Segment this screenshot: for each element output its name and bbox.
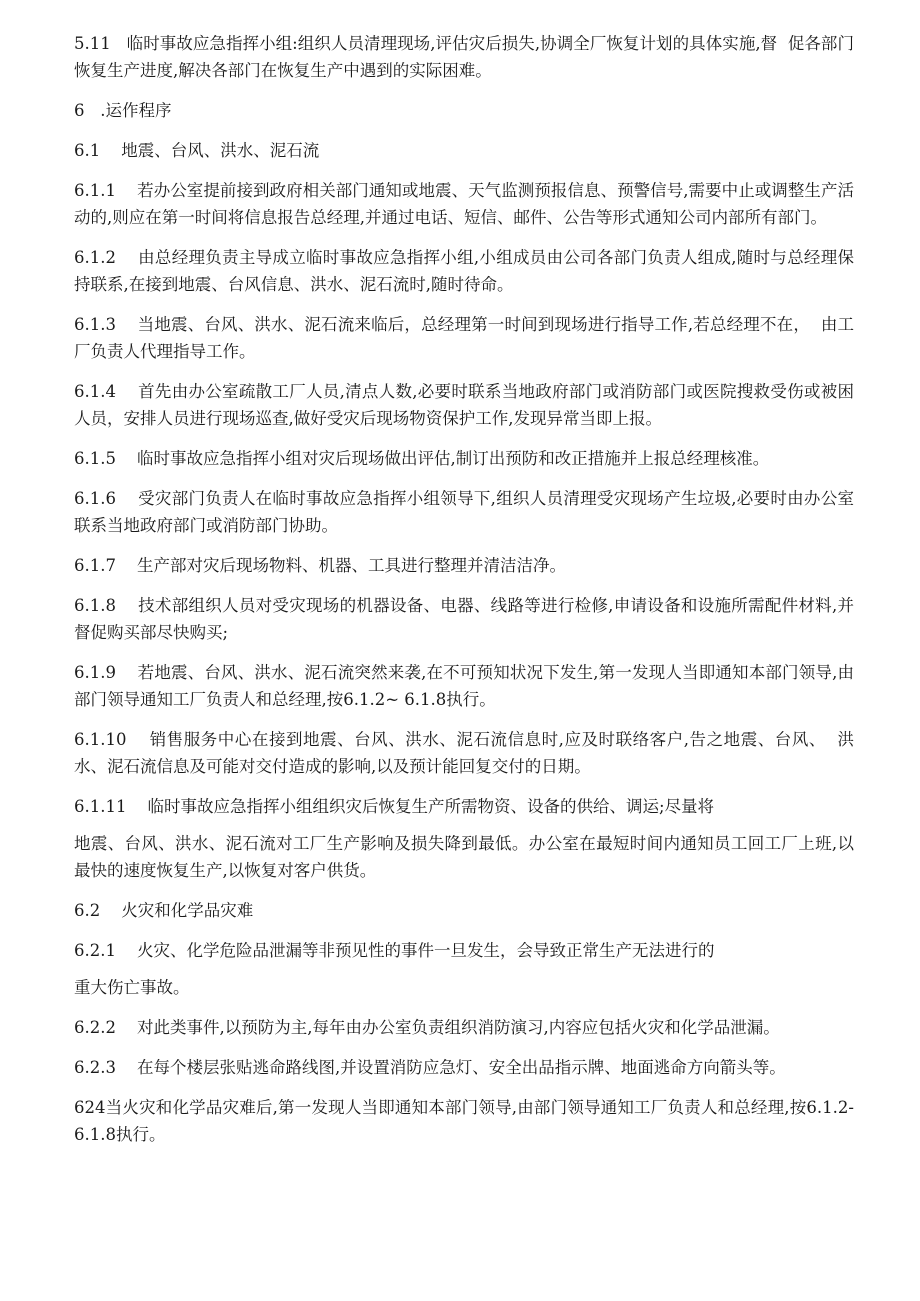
paragraph-6-1-8: 6.1.8 技术部组织人员对受灾现场的机器设备、电器、线路等进行检修,申请设备和设施所需配件材料,并督促购买部尽快购买; [74,596,854,642]
paragraph-6-2-1: 6.2.1 火灾、化学危险品泄漏等非预见性的事件一旦发生，会导致正常生产无法进行的 [74,941,715,960]
paragraph-6-1-9: 6.1.9 若地震、台风、洪水、泥石流突然来袭,在不可预知状况下发生,第一发现人当即通知本部门领导,由部门领导通知工厂负责人和总经理,按6.1.2~ 6.1.8执行。 [74,663,854,709]
paragraph-6-1-10: 6.1.10 销售服务中心在接到地震、台风、洪水、泥石流信息时,应及时联络客户,告之地震、台风、 洪水、泥石流信息及可能对交付造成的影响,以及预计能回复交付的日期。 [74,730,854,776]
paragraph-6-1-7: 6.1.7 生产部对灾后现场物料、机器、工具进行整理并清洁洁净。 [74,556,566,575]
paragraph-6-1-11: 6.1.11 临时事故应急指挥小组组织灾后恢复生产所需物资、设备的供给、调运;尽量将 [74,797,715,816]
paragraph-6-1-11-continued: 地震、台风、洪水、泥石流对工厂生产影响及损失降到最低。办公室在最短时间内通知员工回工厂上班,以最快的速度恢复生产,以恢复对客户供货。 [74,834,854,880]
paragraph-6-2-1-continued: 重大伤亡事故。 [74,978,190,997]
paragraph-6-1-3: 6.1.3 当地震、台风、洪水、泥石流来临后，总经理第一时间到现场进行指导工作,若总经理不在， 由工厂负责人代理指导工作。 [74,315,854,361]
heading-6-2-fire-chemical: 6.2 火灾和化学品灾难 [74,901,254,920]
paragraph-6-1-2: 6.1.2 由总经理负责主导成立临时事故应急指挥小组,小组成员由公司各部门负责人组成,随时与总经理保持联系,在接到地震、台风信息、洪水、泥石流时,随时待命。 [74,248,854,294]
paragraph-6-2-3: 6.2.3 在每个楼层张贴逃命路线图,并设置消防应急灯、安全出品指示牌、地面逃命方向箭头等。 [74,1058,786,1077]
paragraph-6-1-4: 6.1.4 首先由办公室疏散工厂人员,清点人数,必要时联系当地政府部门或消防部门或医院搜救受伤或被困人员，安排人员进行现场巡查,做好受灾后现场物资保护工作,发现异常当即上报。 [74,382,854,428]
heading-6-operating-procedure: 6 .运作程序 [74,101,172,120]
paragraph-6-1-5: 6.1.5 临时事故应急指挥小组对灾后现场做出评估,制订出预防和改正措施并上报总经理核准。 [74,449,770,468]
paragraph-6-2-4: 624当火灾和化学品灾难后,第一发现人当即通知本部门领导,由部门领导通知工厂负责人和总经理,按6.1.2- 6.1.8执行。 [74,1098,860,1144]
paragraph-5-11: 5.11 临时事故应急指挥小组:组织人员清理现场,评估灾后损失,协调全厂恢复计划的具体实施,督 促各部门恢复生产进度,解决各部门在恢复生产中遇到的实际困难。 [74,34,854,80]
heading-6-1-natural-disasters: 6.1 地震、台风、洪水、泥石流 [74,141,320,160]
paragraph-6-2-2: 6.2.2 对此类事件,以预防为主,每年由办公室负责组织消防演习,内容应包括火灾和化学品泄漏。 [74,1018,780,1037]
paragraph-6-1-6: 6.1.6 受灾部门负责人在临时事故应急指挥小组领导下,组织人员清理受灾现场产生垃圾,必要时由办公室联系当地政府部门或消防部门协助。 [74,489,854,535]
document-page [74,30,860,1161]
paragraph-6-1-1: 6.1.1 若办公室提前接到政府相关部门通知或地震、天气监测预报信息、预警信号,需要中止或调整生产活动的,则应在第一时间将信息报告总经理,并通过电话、短信、邮件、公告等形式通知公司内部所有部门。 [74,181,854,227]
